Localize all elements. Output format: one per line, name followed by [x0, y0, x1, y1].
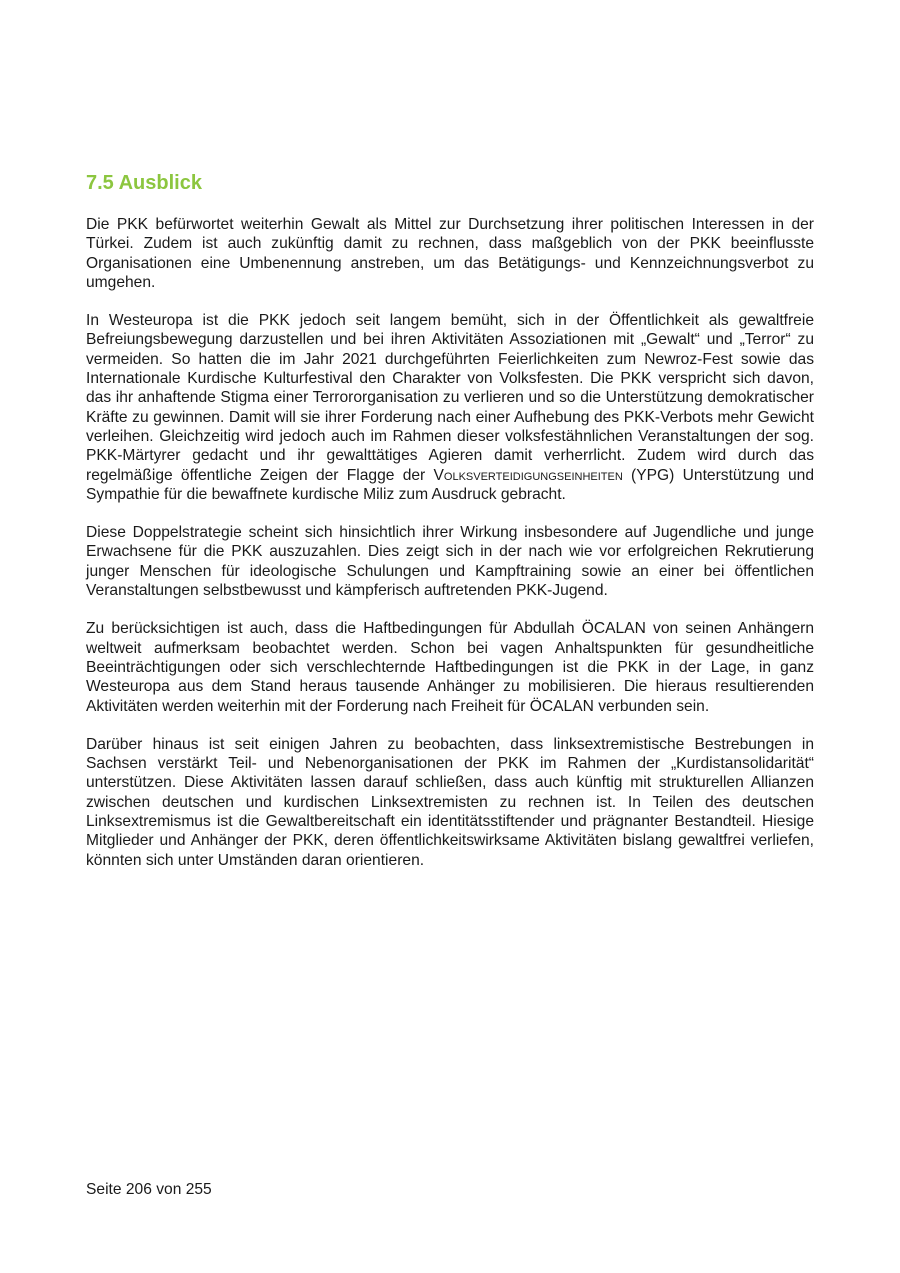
paragraph-2-text-start: In Westeuropa ist die PKK jedoch seit langem bemüht, sich in der Öffentlichkeit als gewaltfreie Befreiungsbewegung darzustellen und bei ihren Aktivitäten Assoziationen mit „Gewalt“ und „Terror“ zu vermeiden. So hatten die im Jahr 2021 durchgeführten Feierlichkeiten zum Newroz-Fest sowie das Internationale Kurdische Kulturfestival den Charakter von Volksfesten. Die PKK verspricht sich davon, das ihr anhaftende Stigma einer Terrororganisation zu verlieren und so die Unterstützung demokratischer Kräfte zu gewinnen. Damit will sie ihrer Forderung nach einer Aufhebung des PKK-Verbots mehr Gewicht verleihen. Gleichzeitig wird jedoch auch im Rahmen dieser volksfestähnlichen Veranstaltungen der sog. PKK-Märtyrer gedacht und ihr gewalttätiges Agieren damit verherrlicht. Zudem wird durch das regelmäßige öffentliche Zeigen der Flagge der: [86, 312, 814, 484]
paragraph-2-text-end: (YPG) Unterstützung und Sympathie für die bewaffnete kurdische Miliz zum Ausdruck gebracht.: [86, 466, 815, 503]
paragraph-2: [86, 311, 814, 504]
paragraph-1: Die PKK befürwortet weiterhin Gewalt als Mittel zur Durchsetzung ihrer politischen Interessen in der Türkei. Zudem ist auch zukünftig damit zu rechnen, dass maßgeblich von der PKK beeinflusste Organisationen eine Umbenennung anstreben, um das Betätigungs- und Kennzeichnungsverbot zu umgehen.: [86, 216, 814, 291]
section-body: [86, 215, 814, 889]
paragraph-4: Zu berücksichtigen ist auch, dass die Haftbedingungen für Abdullah ÖCALAN von seinen Anhängern weltweit aufmerksam beobachtet werden. Schon bei vagen Anhaltspunkten für gesundheitliche Beeinträchtigungen oder sich verschlechternde Haftbedingungen ist die PKK in der Lage, in ganz Westeuropa aus dem Stand heraus tausende Anhänger zu mobilisieren. Die hieraus resultierenden Aktivitäten werden weiterhin mit der Forderung nach Freiheit für ÖCALAN verbunden sein.: [86, 620, 814, 715]
document-page: [86, 0, 814, 1273]
paragraph-3: Diese Doppelstrategie scheint sich hinsichtlich ihrer Wirkung insbesondere auf Jugendliche und junge Erwachsene für die PKK auszuzahlen. Dies zeigt sich in der nach wie vor erfolgreichen Rekrutierung junger Menschen für ideologische Schulungen und Kampftraining sowie an einer bei öffentlichen Veranstaltungen selbstbewusst und kämpferisch auftretenden PKK-Jugend.: [86, 524, 814, 600]
page-number-footer: Seite 206 von 255: [86, 1181, 212, 1198]
section-heading: 7.5 Ausblick: [86, 172, 202, 194]
paragraph-5: Darüber hinaus ist seit einigen Jahren zu beobachten, dass linksextremistische Bestrebungen in Sachsen verstärkt Teil- und Nebenorganisationen der PKK im Rahmen der „Kurdistansolidarität“ unterstützen. Diese Aktivitäten lassen darauf schließen, dass auch künftig mit strukturellen Allianzen zwischen deutschen und kurdischen Linksextremisten zu rechnen ist. In Teilen des deutschen Linksextremismus ist die Gewaltbereitschaft ein identitätsstiftender und prägnanter Bestandteil. Hiesige Mitglieder und Anhänger der PKK, deren öffentlichkeitswirksame Aktivitäten bislang gewaltfrei verliefen, könnten sich unter Umständen daran orientieren.: [86, 735, 814, 869]
paragraph-2-organization-name: Volksverteidigungseinheiten: [433, 466, 623, 484]
